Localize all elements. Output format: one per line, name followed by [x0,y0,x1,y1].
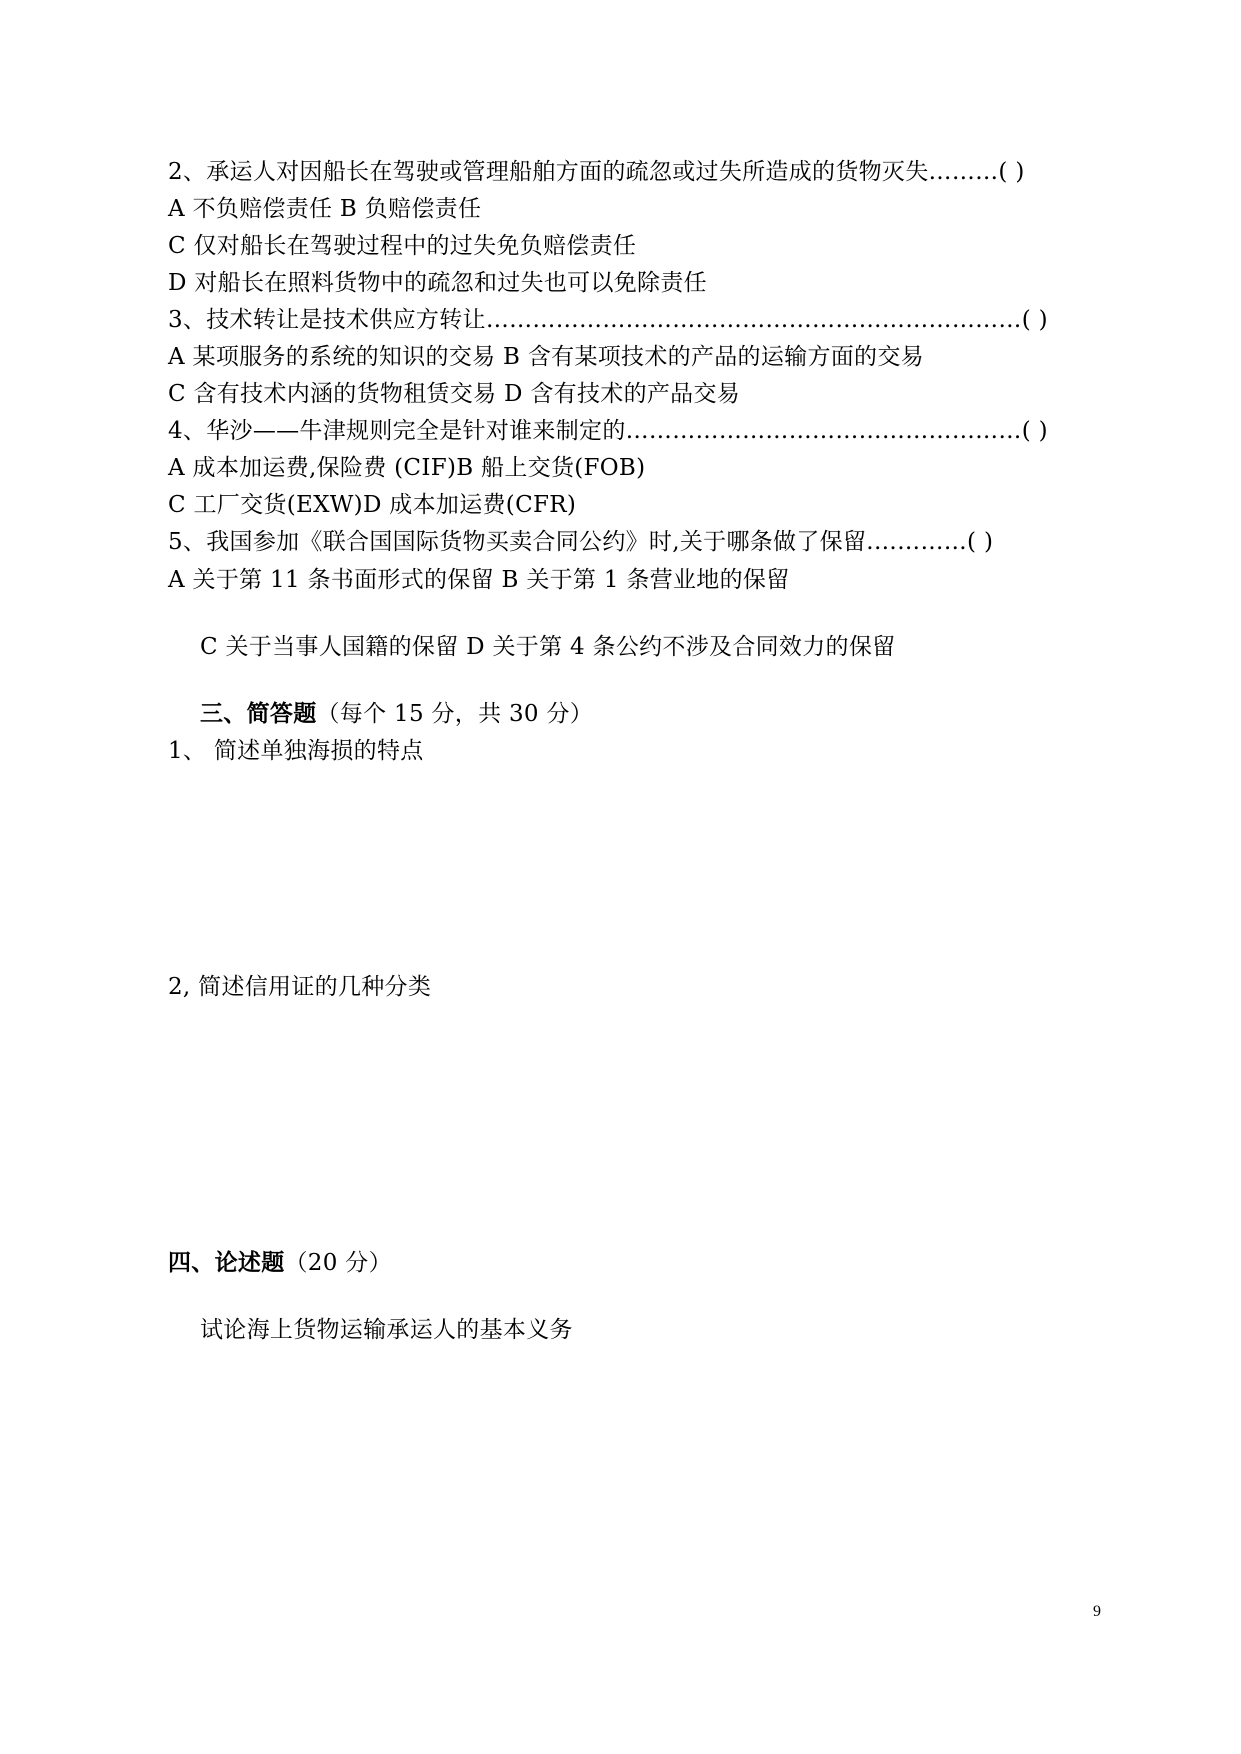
short-answer-question-2: 2, 简述信用证的几种分类 [168,974,432,1000]
page-number: 9 [1093,1603,1101,1620]
question-5-stem: 5、我国参加《联合国国际货物买卖合同公约》时,关于哪条做了保留.…………( ) [168,529,994,555]
question-3-options-ab: A 某项服务的系统的知识的交易 B 含有某项技术的产品的运输方面的交易 [168,344,924,370]
question-5-options-cd: C 关于当事人国籍的保留 D 关于第 4 条公约不涉及合同效力的保留 [200,634,896,660]
section-4-heading [168,1248,392,1278]
question-3-stem: 3、技术转让是技术供应方转让……………………………………………………………( ) [168,307,1048,333]
question-2-stem: 2、承运人对因船长在驾驶或管理船舶方面的疏忽或过失所造成的货物灭失………( ) [168,159,1025,185]
section-3-heading [200,699,593,729]
question-4-options-cd: C 工厂交货(EXW)D 成本加运费(CFR) [168,492,577,518]
essay-question-1: 试论海上货物运输承运人的基本义务 [200,1317,573,1343]
question-4-stem: 4、华沙——牛津规则完全是针对谁来制定的……………………………………………( ) [168,418,1048,444]
question-2-option-d: D 对船长在照料货物中的疏忽和过失也可以免除责任 [168,270,707,296]
section-4-title: 四、论述题 [168,1249,285,1276]
section-4-note: （20 分） [284,1250,392,1276]
question-4-options-ab: A 成本加运费,保险费 (CIF)B 船上交货(FOB) [168,455,646,481]
question-2-option-c: C 仅对船长在驾驶过程中的过失免负赔偿责任 [168,233,637,259]
question-3-options-cd: C 含有技术内涵的货物租赁交易 D 含有技术的产品交易 [168,381,741,407]
short-answer-question-1: 1、 简述单独海损的特点 [168,738,424,764]
question-2-options-ab: A 不负赔偿责任 B 负赔偿责任 [168,196,482,222]
question-5-options-ab: A 关于第 11 条书面形式的保留 B 关于第 1 条营业地的保留 [168,567,790,593]
section-3-title: 三、简答题 [200,700,317,727]
section-3-note: （每个 15 分，共 30 分） [316,701,594,727]
